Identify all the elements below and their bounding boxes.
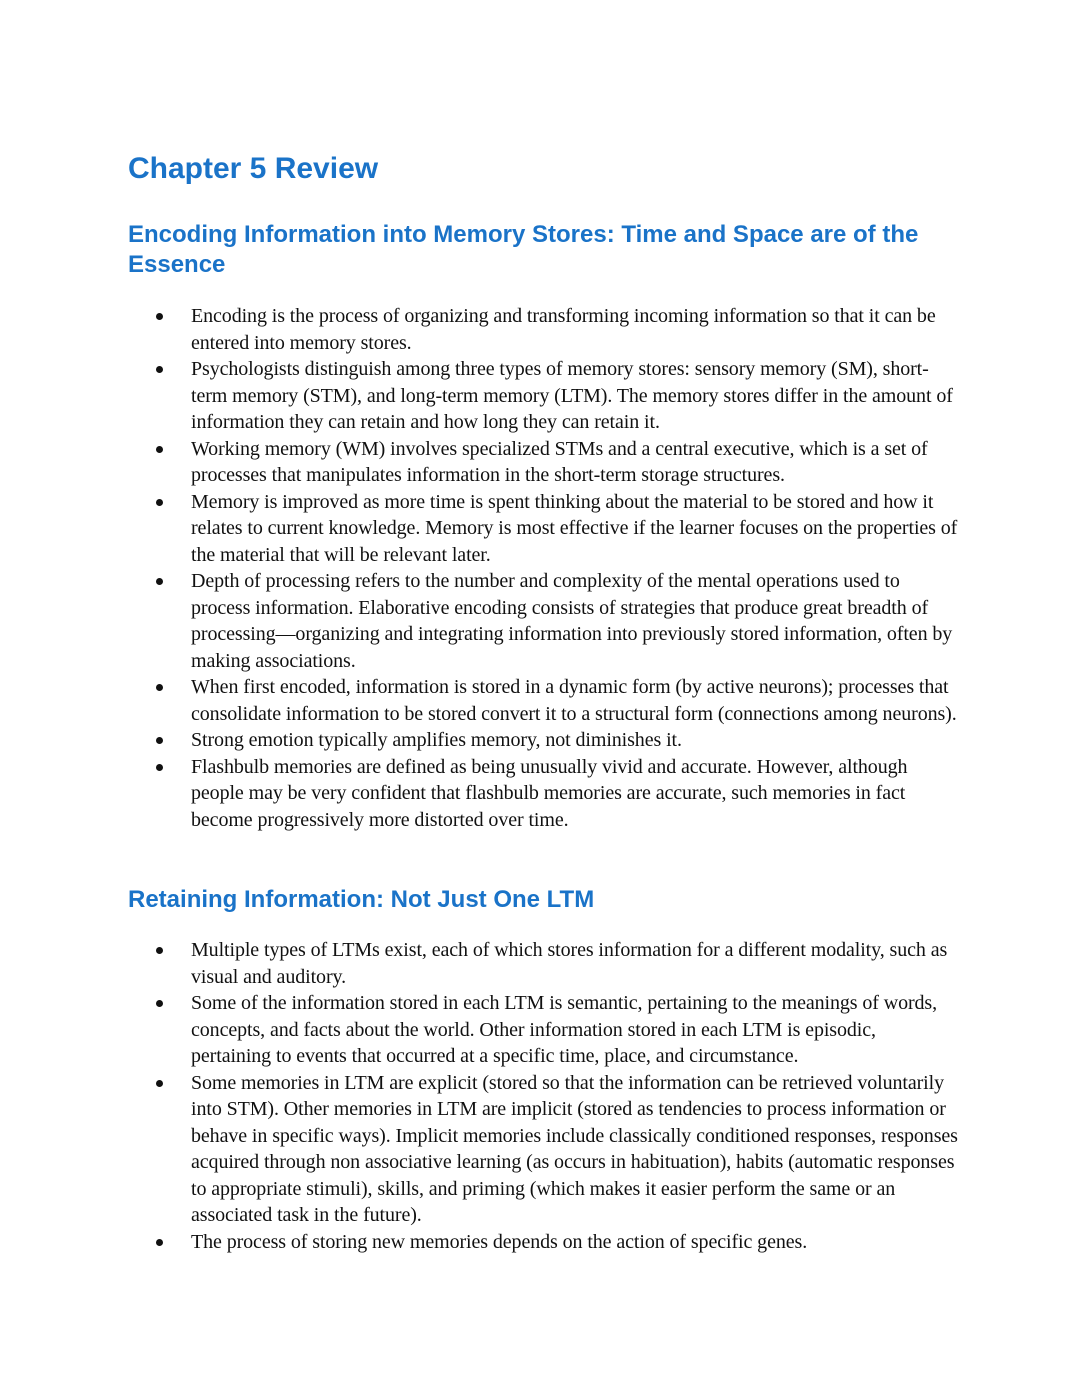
bullet-icon: [156, 578, 163, 585]
list-item-text: Depth of processing refers to the number and complexity of the mental operations used to process information. Elaborative encoding consists of strategies that produce great breadth of processing—organizing and integrating information into previously stored information, often by making associations.: [191, 570, 953, 672]
retaining-bullet-list: [128, 937, 958, 1255]
section-heading-encoding: Encoding Information into Memory Stores: Time and Space are of the Essence: [128, 221, 919, 278]
list-item: [128, 1229, 958, 1256]
list-item: [128, 489, 958, 569]
bullet-icon: [156, 313, 163, 320]
bullet-icon: [156, 366, 163, 373]
chapter-title: Chapter 5 Review: [128, 152, 379, 185]
list-item: [128, 568, 958, 674]
list-item-text: When first encoded, information is stored in a dynamic form (by active neurons); processes that consolidate information to be stored convert it to a structural form (connections among neurons).: [191, 676, 957, 725]
encoding-bullet-list: [128, 303, 958, 833]
list-item-text: Encoding is the process of organizing and transforming incoming information so that it can be entered into memory stores.: [191, 305, 936, 354]
bullet-icon: [156, 1000, 163, 1007]
bullet-icon: [156, 764, 163, 771]
list-item-text: Some memories in LTM are explicit (stored so that the information can be retrieved voluntarily into STM). Other memories in LTM are implicit (stored as tendencies to process information or behave in specific ways). Implicit memories include classically conditioned responses, responses acquired through non associative learning (as occurs in habituation), habits (automatic responses to appropriate stimuli), skills, and priming (which makes it easier perform the same or an associated task in the future).: [191, 1071, 958, 1226]
list-item-text: Multiple types of LTMs exist, each of which stores information for a different modality, such as visual and auditory.: [191, 939, 948, 988]
list-item: [128, 303, 958, 356]
list-item-text: Working memory (WM) involves specialized STMs and a central executive, which is a set of processes that manipulates information in the short-term storage structures.: [191, 437, 928, 486]
list-item-text: Psychologists distinguish among three types of memory stores: sensory memory (SM), short-term memory (STM), and long-term memory (LTM). The memory stores differ in the amount of information they can retain and how long they can retain it.: [191, 358, 953, 433]
list-item: [128, 727, 958, 754]
list-item-text: Memory is improved as more time is spent thinking about the material to be stored and how it relates to current knowledge. Memory is most effective if the learner focuses on the properties of the material that will be relevant later.: [191, 490, 958, 566]
bullet-icon: [156, 737, 163, 744]
bullet-icon: [156, 446, 163, 453]
list-item: [128, 990, 958, 1070]
bullet-icon: [156, 499, 163, 506]
list-item: [128, 1070, 958, 1229]
bullet-icon: [156, 1239, 163, 1246]
section-heading-retaining: Retaining Information: Not Just One LTM: [128, 886, 595, 913]
list-item-text: Flashbulb memories are defined as being unusually vivid and accurate. However, although people may be very confident that flashbulb memories are accurate, such memories in fact become progressively more distorted over time.: [191, 755, 908, 831]
bullet-icon: [156, 1080, 163, 1087]
bullet-icon: [156, 684, 163, 691]
list-item: [128, 356, 958, 436]
list-item-text: The process of storing new memories depends on the action of specific genes.: [191, 1230, 808, 1253]
list-item: [128, 436, 958, 489]
list-item-text: Strong emotion typically amplifies memory, not diminishes it.: [191, 729, 682, 751]
list-item: [128, 754, 958, 834]
bullet-icon: [156, 947, 163, 954]
list-item: [128, 674, 958, 727]
list-item: [128, 937, 958, 990]
list-item-text: Some of the information stored in each LTM is semantic, pertaining to the meanings of words, concepts, and facts about the world. Other information stored in each LTM is episodic, pertaining to events that occurred at a specific time, place, and circumstance.: [191, 992, 938, 1067]
